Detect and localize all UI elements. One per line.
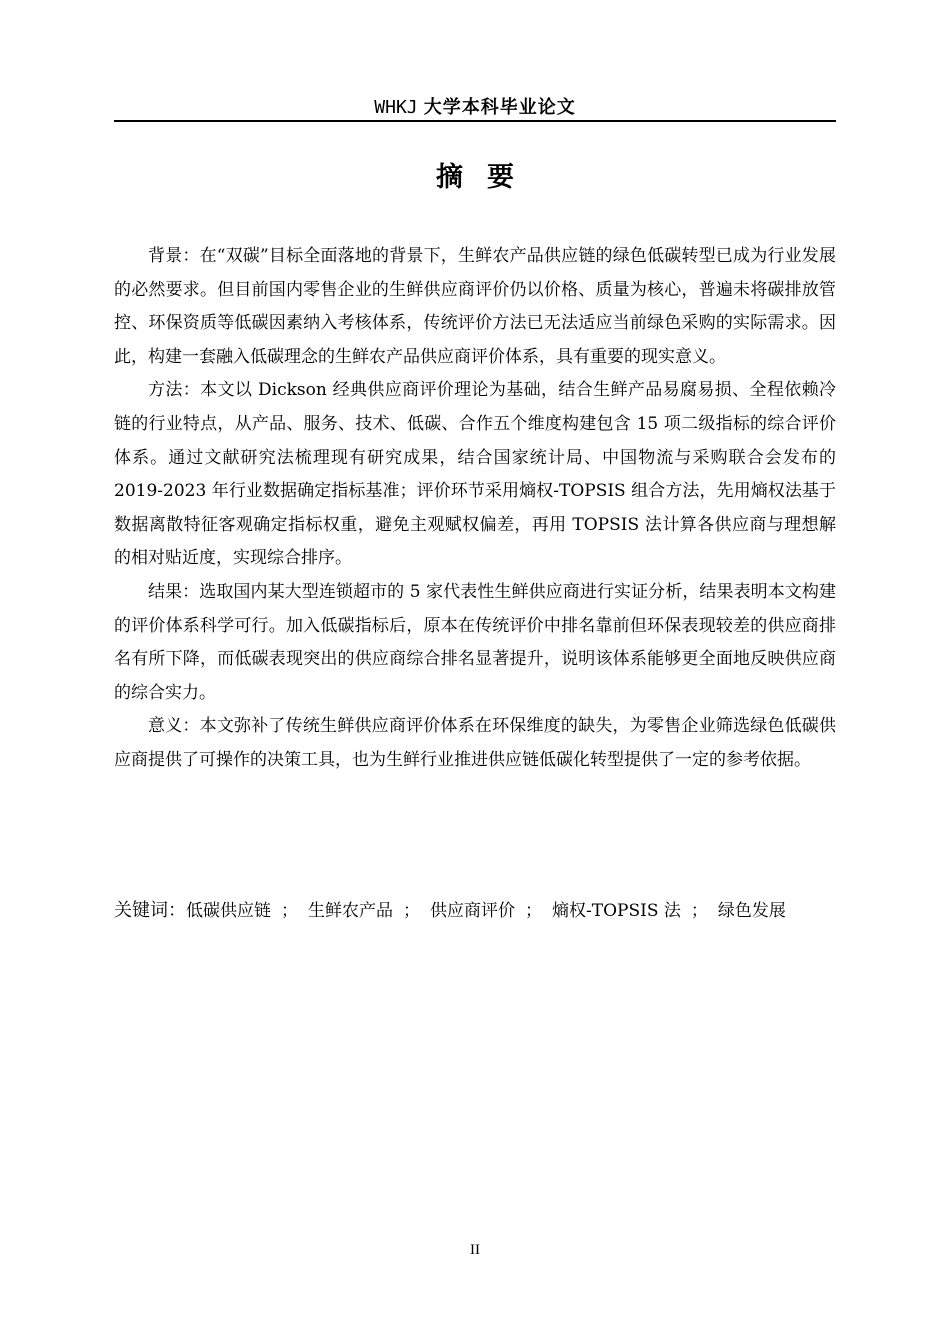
keyword-item: 绿色发展 bbox=[717, 901, 786, 921]
running-header bbox=[114, 94, 836, 120]
keyword-item: 低碳供应链 bbox=[186, 901, 271, 921]
header-prefix: WHKJ bbox=[374, 97, 418, 118]
abstract-title: 摘要 bbox=[436, 162, 538, 193]
header-rule bbox=[114, 120, 836, 122]
paragraph-methods: 方法：本文以 Dickson 经典供应商评价理论为基础，结合生鲜产品易腐易损、全程依赖冷链的行业特点，从产品、服务、技术、低碳、合作五个维度构建包含 15 项二级指标的综合评价体系。通过文献研究法梳理现有研究成果，结合国家统计局、中国物流与采购联合会发布的 2019-2023 年行业数据确定指标基准；评价环节采用熵权-TOPSIS 组合方法，先用熵权法基于数据离散特征客观确定指标权重，避免主观赋权偏差，再用 TOPSIS 法计算各供应商与理想解的相对贴近度，实现综合排序。 bbox=[114, 380, 836, 569]
keyword-item: 生鲜农产品 bbox=[308, 901, 393, 921]
abstract-body bbox=[114, 240, 836, 778]
paragraph-results: 结果：选取国内某大型连锁超市的 5 家代表性生鲜供应商进行实证分析，结果表明本文构建的评价体系科学可行。加入低碳指标后，原本在传统评价中排名靠前但环保表现较差的供应商排名有所下降，而低碳表现突出的供应商综合排名显著提升，说明该体系能够更全面地反映供应商的综合实力。 bbox=[114, 581, 836, 703]
paragraph-significance: 意义：本文弥补了传统生鲜供应商评价体系在环保维度的缺失，为零售企业筛选绿色低碳供应商提供了可操作的决策工具，也为生鲜行业推进供应链低碳化转型提供了一定的参考依据。 bbox=[114, 716, 836, 770]
keyword-item: 熵权-TOPSIS 法 bbox=[552, 901, 681, 921]
keyword-item: 供应商评价 bbox=[430, 901, 515, 921]
keyword-separator: ； bbox=[525, 901, 542, 921]
page-number: II bbox=[470, 1242, 480, 1258]
keyword-separator: ； bbox=[281, 901, 298, 921]
paragraph-background: 背景：在“双碳”目标全面落地的背景下，生鲜农产品供应链的绿色低碳转型已成为行业发展的必然要求。但目前国内零售企业的生鲜供应商评价仍以价格、质量为核心，普遍未将碳排放管控、环保资质等低碳因素纳入考核体系，传统评价方法已无法适应当前绿色采购的实际需求。因此，构建一套融入低碳理念的生鲜农产品供应商评价体系，具有重要的现实意义。 bbox=[114, 246, 836, 367]
header-title: 大学本科毕业论文 bbox=[423, 97, 576, 118]
keywords-line bbox=[114, 896, 836, 926]
keywords-label: 关键词： bbox=[114, 900, 186, 921]
keyword-separator: ； bbox=[690, 901, 708, 921]
keyword-separator: ； bbox=[403, 901, 420, 921]
